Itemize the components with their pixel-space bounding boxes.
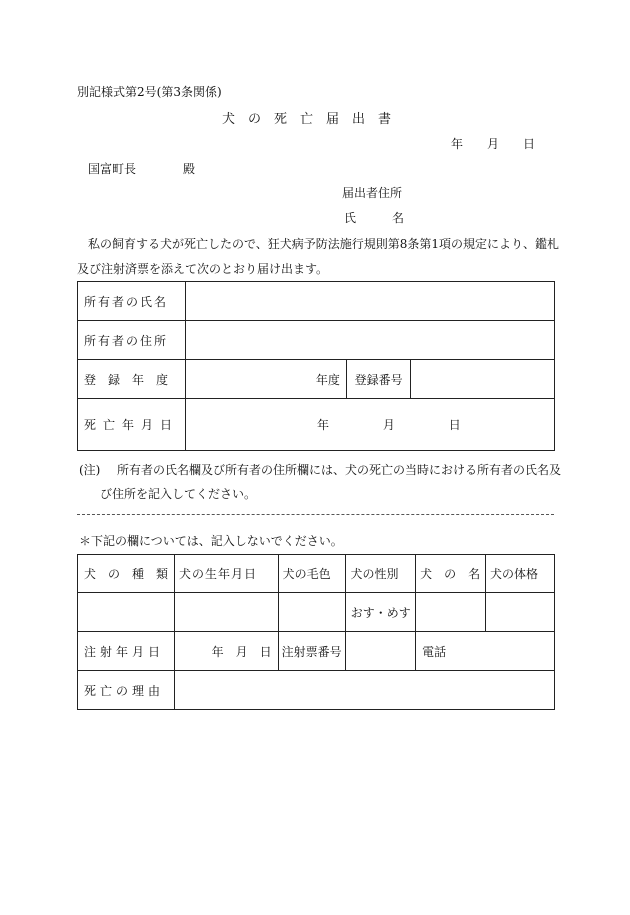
birth-date-field[interactable]	[175, 593, 279, 632]
addressee: 国富町長	[88, 162, 137, 176]
death-year-label: 年	[317, 418, 330, 432]
intro-line-2: 及び注射済票を添えて次のとおり届け出ます。	[77, 262, 329, 276]
reg-number-field[interactable]	[411, 360, 555, 399]
honorific: 殿	[183, 162, 196, 176]
death-month-label: 月	[382, 418, 395, 432]
death-date-label: 死亡年月日	[78, 399, 186, 451]
submitter-name-label: 氏 名	[344, 211, 405, 225]
size-label: 犬の体格	[485, 555, 554, 593]
form-reference: 別記様式第2号(第3条関係)	[77, 85, 222, 99]
reg-year-field[interactable]	[186, 360, 347, 399]
year-suffix: 年度	[315, 372, 340, 387]
death-date-field[interactable]	[186, 399, 555, 451]
death-reason-label: 死亡の理由	[78, 671, 175, 710]
death-day-label: 日	[448, 418, 461, 432]
owner-name-field[interactable]	[186, 282, 555, 321]
reg-number-label: 登録番号	[346, 360, 411, 399]
office-use-table	[77, 554, 555, 710]
sex-field[interactable]: おす・めす	[346, 593, 416, 632]
registration-table	[77, 281, 555, 451]
submitter-address-label: 届出者住所	[342, 186, 403, 200]
note-line-2: び住所を記入してください。	[100, 487, 257, 501]
phone-field[interactable]	[416, 632, 555, 671]
owner-name-label: 所有者の氏名	[78, 282, 186, 321]
dog-name-field[interactable]	[416, 593, 486, 632]
breed-label: 犬 の 種 類	[78, 555, 175, 593]
tag-number-field[interactable]	[346, 632, 416, 671]
coat-color-label: 犬の毛色	[278, 555, 346, 593]
injection-date-field[interactable]: 年 月 日	[175, 632, 279, 671]
document-title: 犬 の 死 亡 届 出 書	[222, 112, 392, 127]
breed-field[interactable]	[78, 593, 175, 632]
date-line: 年 月 日	[451, 137, 536, 151]
section-divider	[77, 514, 554, 515]
phone-label: 電話	[422, 644, 447, 659]
note-line-1: 所有者の氏名欄及び所有者の住所欄には、犬の死亡の当時における所有者の氏名及	[117, 463, 562, 477]
death-reason-field[interactable]	[175, 671, 555, 710]
office-use-instruction: ＊下記の欄については、記入しないでください。	[79, 534, 343, 548]
intro-line-1: 私の飼育する犬が死亡したので、狂犬病予防法施行規則第8条第1項の規定により、鑑札	[88, 237, 560, 251]
sex-label: 犬の性別	[346, 555, 416, 593]
size-field[interactable]	[485, 593, 554, 632]
reg-year-label: 登 録 年 度	[78, 360, 186, 399]
note-label: (注)	[79, 463, 101, 477]
tag-number-label: 注射票番号	[278, 632, 346, 671]
coat-color-field[interactable]	[278, 593, 346, 632]
injection-date-label: 注射年月日	[78, 632, 175, 671]
owner-address-label: 所有者の住所	[78, 321, 186, 360]
owner-address-field[interactable]	[186, 321, 555, 360]
dog-name-label: 犬 の 名	[416, 555, 486, 593]
birth-date-label: 犬の生年月日	[175, 555, 279, 593]
